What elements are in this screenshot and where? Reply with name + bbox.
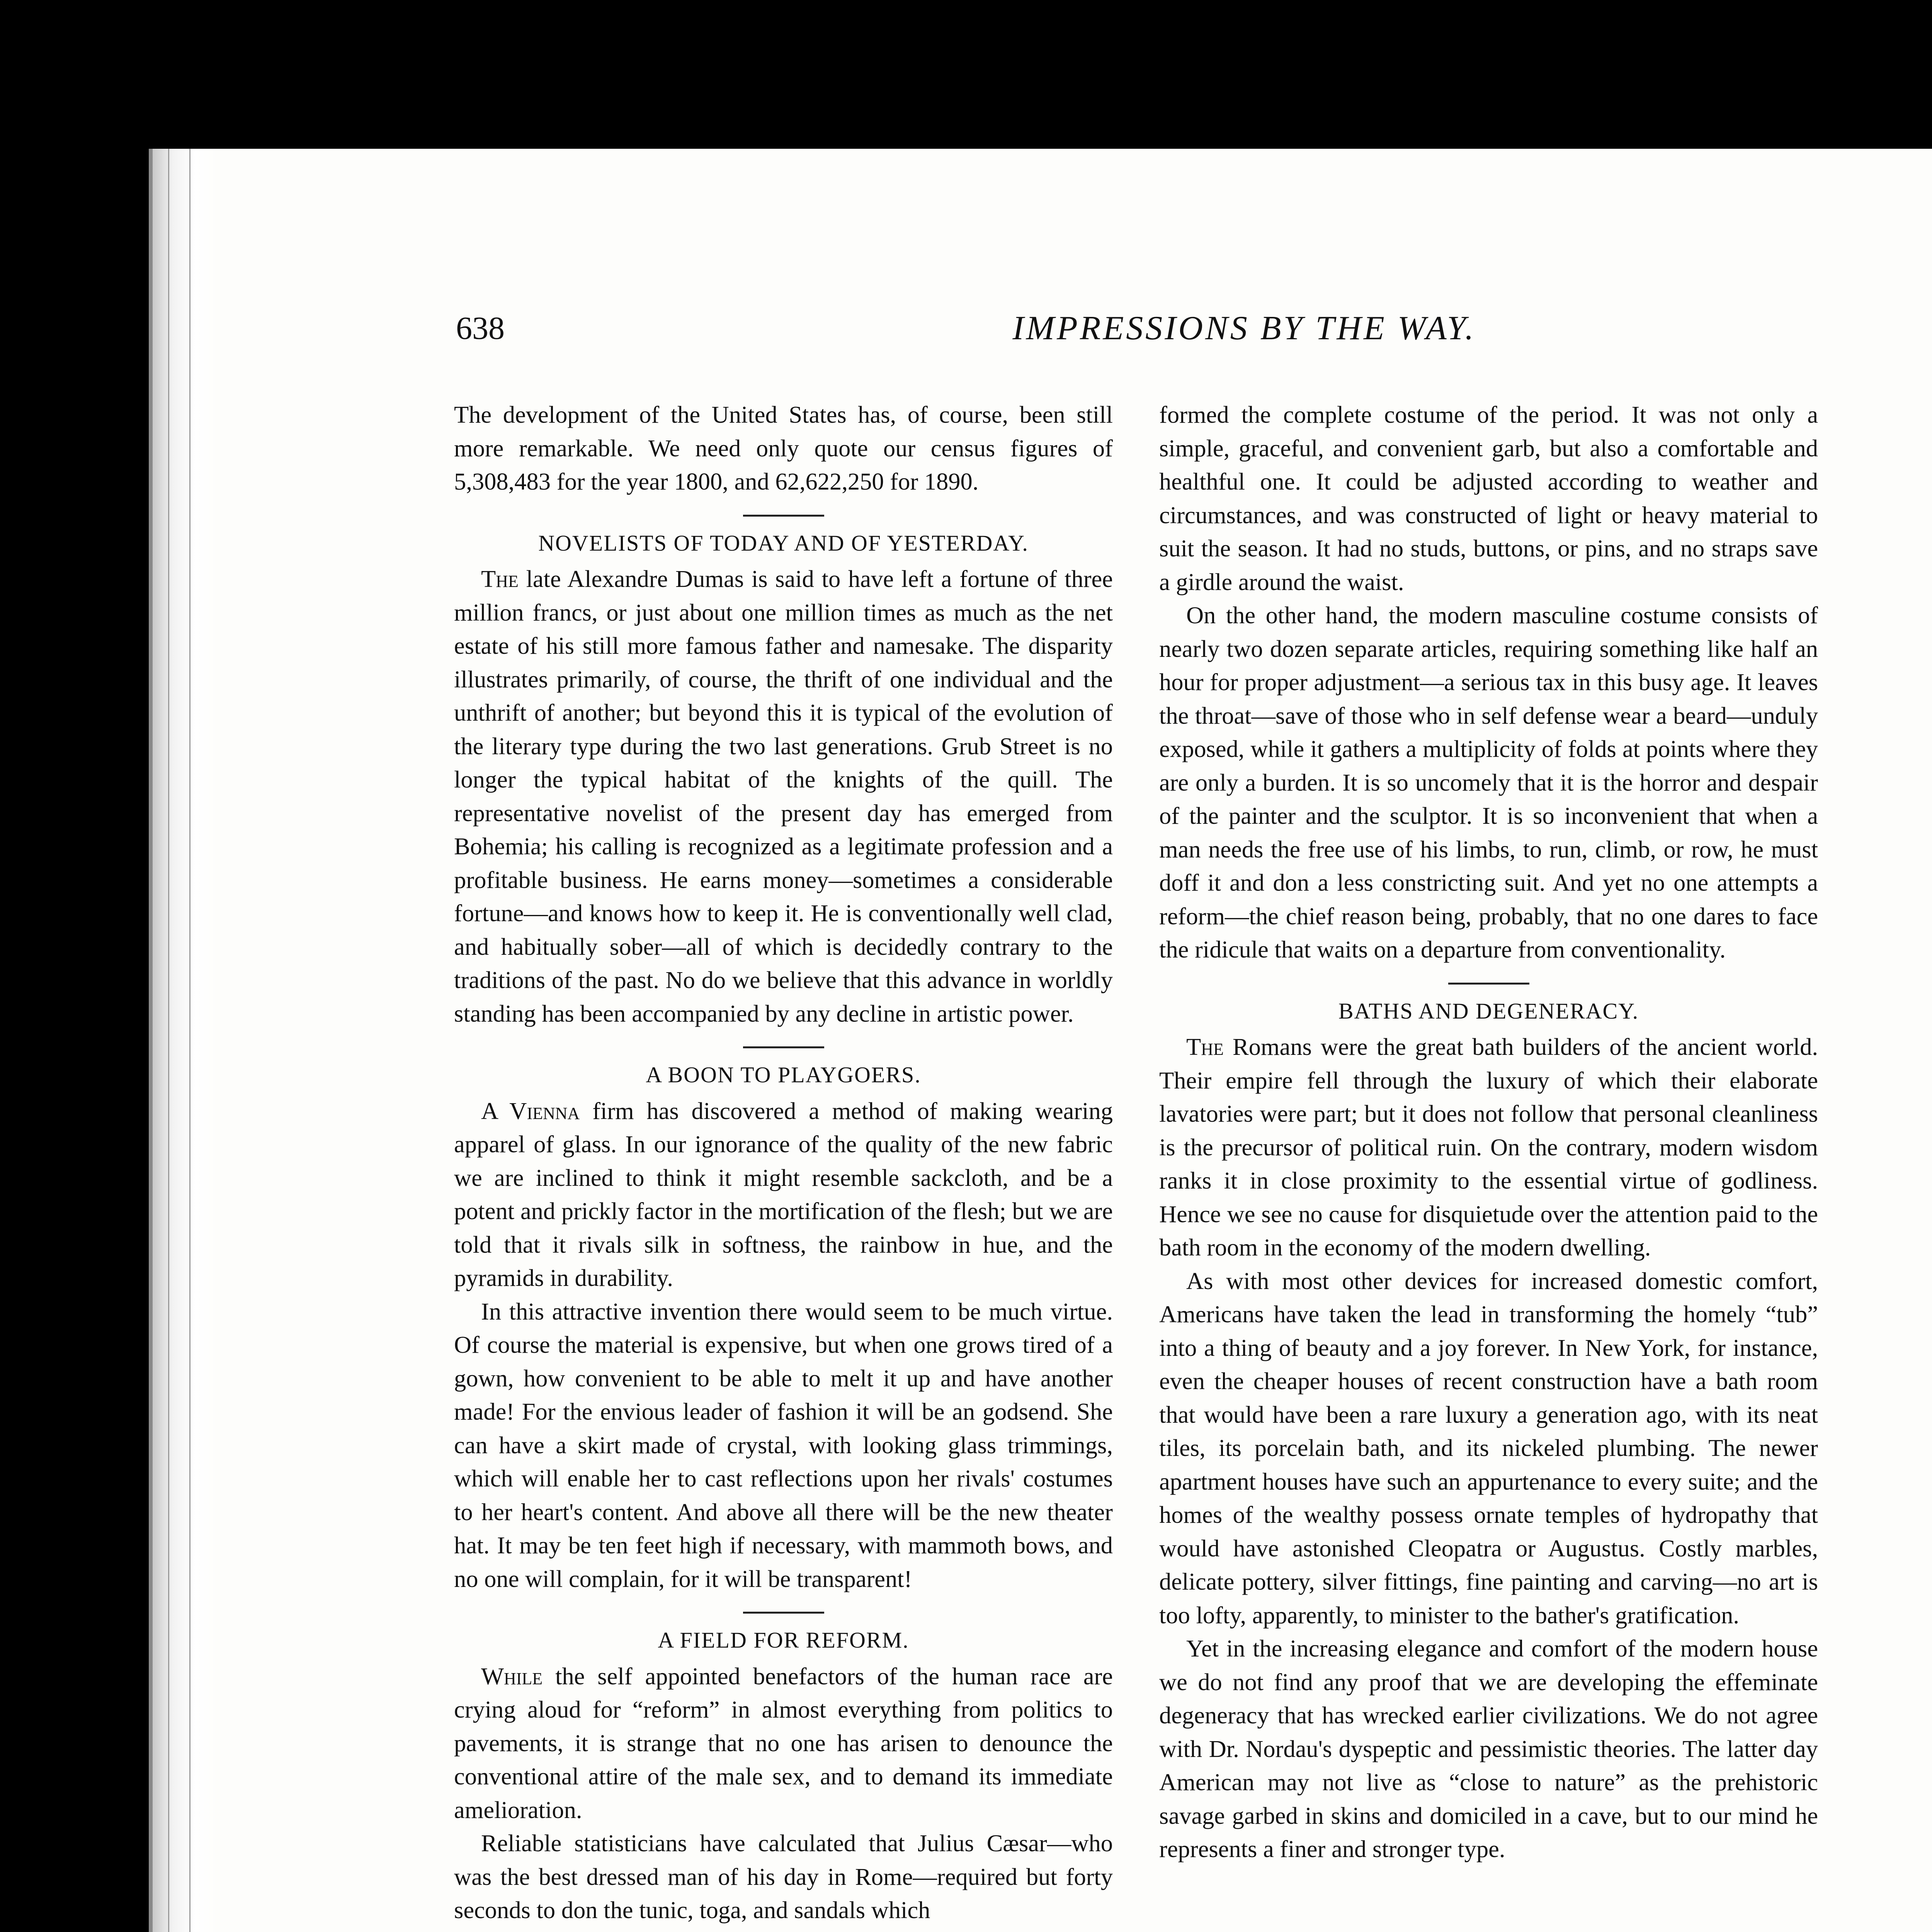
gutter-line	[168, 149, 169, 1932]
section-rule	[1448, 983, 1529, 985]
paragraph-text: late Alexandre Dumas is said to have left a fortune of three million francs, or just about one million times as much as the net estate of his still more famous father and namesake. The disparity illustrates primarily, of course, the thrift of one individual and the unthrift of another; but beyond this it is typical of the evolution of the literary type during the two last generations. Grub Street is no longer the typical habitat of the knights of the quill. The representative novelist of the present day has emerged from Bohemia; his calling is recognized as a legitimate profession and a profitable business. He earns money—sometimes a considerable fortune—and knows how to keep it. He is conventionally well clad, and habitually sober—all of which is decidedly contrary to the traditions of the past. No do we believe that this advance in worldly standing has been accompanied by any decline in artistic power.	[454, 565, 1113, 1027]
paragraph: On the other hand, the modern masculine costume consists of nearly two dozen separate articles, requiring something like half an hour for proper adjustment—a serious tax in this busy age. It leaves the throat—save of those who in self defense wear a beard—unduly exposed, while it gathers a multiplicity of folds at points where they are only a burden. It is so uncomely that it is the horror and despair of the painter and the sculptor. It is so inconvenient that when a man needs the free use of his limbs, to run, climb, or row, he must doff it and don a less constricting suit. And yet no one attempts a reform—the chief reason being, probably, that no one dares to face the ridicule that waits on a departure from conventionality.	[1159, 602, 1818, 963]
lead-word: The	[1186, 1033, 1224, 1060]
section-rule	[743, 1612, 824, 1614]
section-heading-reform: A FIELD FOR REFORM.	[658, 1628, 909, 1653]
left-column	[454, 398, 1113, 1927]
intro-paragraph: The development of the United States has, of course, been still more remarkable. We need only quote our census figures of 5,308,483 for the year 1800, and 62,622,250 for 1890.	[454, 401, 1113, 495]
page-number: 638	[456, 310, 505, 346]
paragraph	[454, 562, 1113, 1030]
paragraph	[1159, 1030, 1818, 1264]
paragraph: Reliable statisticians have calculated that Julius Cæsar—who was the best dressed man of his day in Rome—required but forty seconds to don the tunic, toga, and sandals which	[454, 1830, 1113, 1923]
section-heading-baths: BATHS AND DEGENERACY.	[1338, 998, 1639, 1024]
paragraph-text: Romans were the great bath builders of the ancient world. Their empire fell through the luxury of which their elaborate lavatories were part; but it does not follow that personal cleanliness is the precursor of political ruin. On the contrary, modern wisdom ranks it in close proximity to the essential virtue of godliness. Hence we see no cause for disquietude over the attention paid to the bath room in the economy of the modern dwelling.	[1159, 1033, 1818, 1261]
lead-word: While	[481, 1662, 543, 1690]
paragraph: In this attractive invention there would seem to be much virtue. Of course the material is expensive, but when one grows tired of a gown, how convenient to be able to melt it up and have another made! For the envious leader of fashion it will be an godsend. She can have a skirt made of crystal, with looking glass trimmings, which will enable her to cast reflections upon her rivals' costumes to her heart's content. And above all there will be the new theater hat. It may be ten feet high if necessary, with mammoth bows, and no one will complain, for it will be transparent!	[454, 1298, 1113, 1592]
paragraph-text: firm has discovered a method of making wearing apparel of glass. In our ignorance of the quality of the new fabric we are inclined to think it might resemble sackcloth, and be a potent and prickly factor in the mortification of the flesh; but we are told that it rivals silk in softness, the rainbow in hue, and the pyramids in durability.	[454, 1097, 1113, 1291]
section-heading-playgoers: A BOON TO PLAYGOERS.	[646, 1062, 921, 1087]
lead-word: The	[481, 565, 519, 592]
paragraph	[454, 1094, 1113, 1295]
binding-gutter	[149, 149, 218, 1932]
paragraph-text: the self appointed benefactors of the human race are crying aloud for “reform” in almost everything from politics to pavements, it is strange that no one has arisen to denounce the conventional attire of the male sex, and to demand its immediate amelioration.	[454, 1662, 1113, 1823]
paragraph: As with most other devices for increased domestic comfort, Americans have taken the lead in transforming the homely “tub” into a thing of beauty and a joy forever. In New York, for instance, even the cheaper houses of recent construction have a bath room that would have been a rare luxury a generation ago, with its neat tiles, its porcelain bath, and its nickeled plumbing. The newer apartment houses have such an appurtenance to every suite; and the homes of the wealthy possess ornate temples of hydropathy that would have astonished Cleopatra or Augustus. Costly marbles, delicate pottery, silver fittings, fine painting and carving—no art is too lofty, apparently, to minister to the bather's gratification.	[1159, 1267, 1818, 1629]
continued-paragraph: formed the complete costume of the period. It was not only a simple, graceful, and convenient garb, but also a comfortable and healthful one. It could be adjusted according to weather and circumstances, and was constructed of light or heavy material to suit the season. It had no studs, buttons, or pins, and no straps save a girdle around the waist.	[1159, 401, 1818, 595]
running-title: IMPRESSIONS BY THE WAY.	[1012, 310, 1476, 347]
gutter-line	[189, 149, 190, 1932]
right-column	[1159, 398, 1818, 1866]
paragraph: Yet in the increasing elegance and comfort of the modern house we do not find any proof that we are developing the effeminate degeneracy that has wrecked earlier civilizations. We do not agree with Dr. Nordau's dyspeptic and pessimistic theories. The latter day American may not live as “close to nature” as the prehistoric savage garbed in skins and domiciled in a cave, but to our mind he represents a finer and stronger type.	[1159, 1635, 1818, 1862]
lead-word: A Vienna	[481, 1097, 580, 1124]
section-rule	[743, 1046, 824, 1048]
section-rule	[743, 515, 824, 517]
page-header	[456, 309, 1820, 355]
section-heading-novelists: NOVELISTS OF TODAY AND OF YESTERDAY.	[538, 530, 1029, 556]
paragraph	[454, 1660, 1113, 1827]
